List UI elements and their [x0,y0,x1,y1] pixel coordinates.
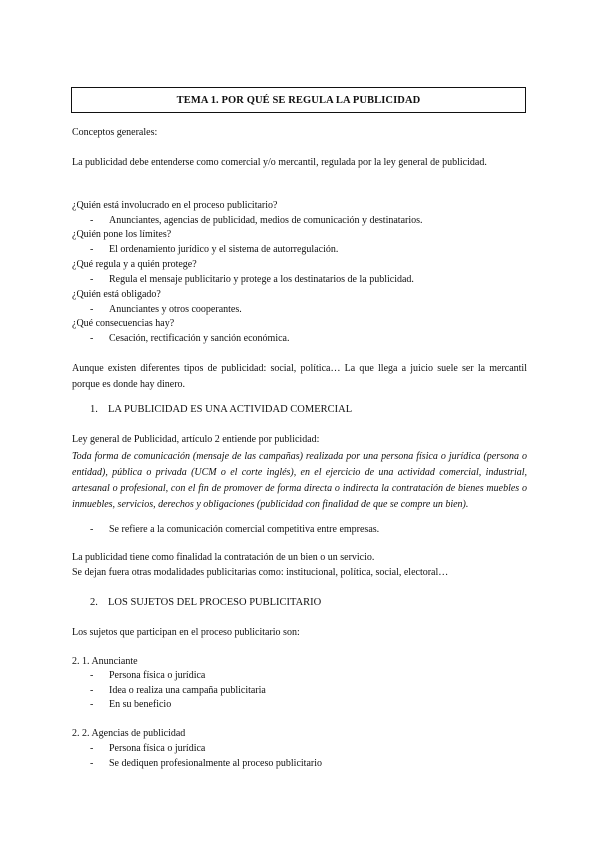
dash-marker: - [90,743,94,754]
answer-text: Cesación, rectificación y sanción económica. [109,333,290,344]
dash-marker: - [90,699,94,710]
question-2: ¿Quién pone los límites? [72,229,172,240]
question-4: ¿Quién está obligado? [72,289,161,300]
section-2-heading: LOS SUJETOS DEL PROCESO PUBLICITARIO [108,597,322,608]
bullet-text: Se refiere a la comunicación comercial competitiva entre empresas. [109,524,380,535]
item-text: Idea o realiza una campaña publicitaria [109,685,266,696]
finalidad-line: La publicidad tiene como finalidad la contratación de un bien o un servicio. [72,552,375,563]
item-text: Persona física o jurídica [109,670,206,681]
dash-marker: - [90,685,94,696]
item-text: Persona física o jurídica [109,743,206,754]
item-text: En su beneficio [109,699,172,710]
section-2-number: 2. [90,597,98,608]
item-text: Se dediquen profesionalmente al proceso publicitario [109,758,322,769]
intro-paragraph: La publicidad debe entenderse como comercial y/o mercantil, regulada por la ley general de publicidad. [72,157,487,168]
section-1-number: 1. [90,404,98,415]
page-title: TEMA 1. POR QUÉ SE REGULA LA PUBLICIDAD [71,87,526,113]
ley-line: Ley general de Publicidad, artículo 2 entiende por publicidad: [72,434,320,445]
dejan-line: Se dejan fuera otras modalidades publicitarias como: institucional, política, social, electoral… [72,567,449,578]
subsection-agencias: 2. 2. Agencias de publicidad [72,728,186,739]
section-1-heading: LA PUBLICIDAD ES UNA ACTIVIDAD COMERCIAL [108,404,353,415]
answer-text: Anunciantes y otros cooperantes. [109,304,242,315]
question-1: ¿Quién está involucrado en el proceso publicitario? [72,200,278,211]
answer-text: Anunciantes, agencias de publicidad, medios de comunicación y destinatarios. [109,215,423,226]
question-5: ¿Qué consecuencias hay? [72,318,175,329]
conceptos-label: Conceptos generales: [72,127,158,138]
subsection-anunciante: 2. 1. Anunciante [72,656,138,667]
dash-marker: - [90,670,94,681]
dash-marker: - [90,758,94,769]
answer-text: Regula el mensaje publicitario y protege a los destinatarios de la publicidad. [109,274,414,285]
dash-marker: - [90,304,94,315]
dash-marker: - [90,274,94,285]
dash-marker: - [90,333,94,344]
aunque-paragraph: Aunque existen diferentes tipos de publicidad: social, política… La que llega a juicio suele ser la mercantil porque es donde hay dinero. [72,363,527,390]
answer-text: El ordenamiento jurídico y el sistema de autorregulación. [109,244,339,255]
publicidad-definition: Toda forma de comunicación (mensaje de las campañas) realizada por una persona física o jurídica (persona o entidad), pública o privada (UCM o el corte inglés), en el ejercicio de una actividad comercial, industrial, artesanal o profesional, con el fin de promover de forma directa o indirecta la contratación de bienes muebles o inmuebles, servicios, derechos y obligaciones (publicidad con finalidad de que se compre un bien). [72,451,527,510]
dash-marker: - [90,524,94,535]
question-3: ¿Qué regula y a quién protege? [72,259,197,270]
dash-marker: - [90,215,94,226]
sujetos-intro: Los sujetos que participan en el proceso publicitario son: [72,627,300,638]
dash-marker: - [90,244,94,255]
